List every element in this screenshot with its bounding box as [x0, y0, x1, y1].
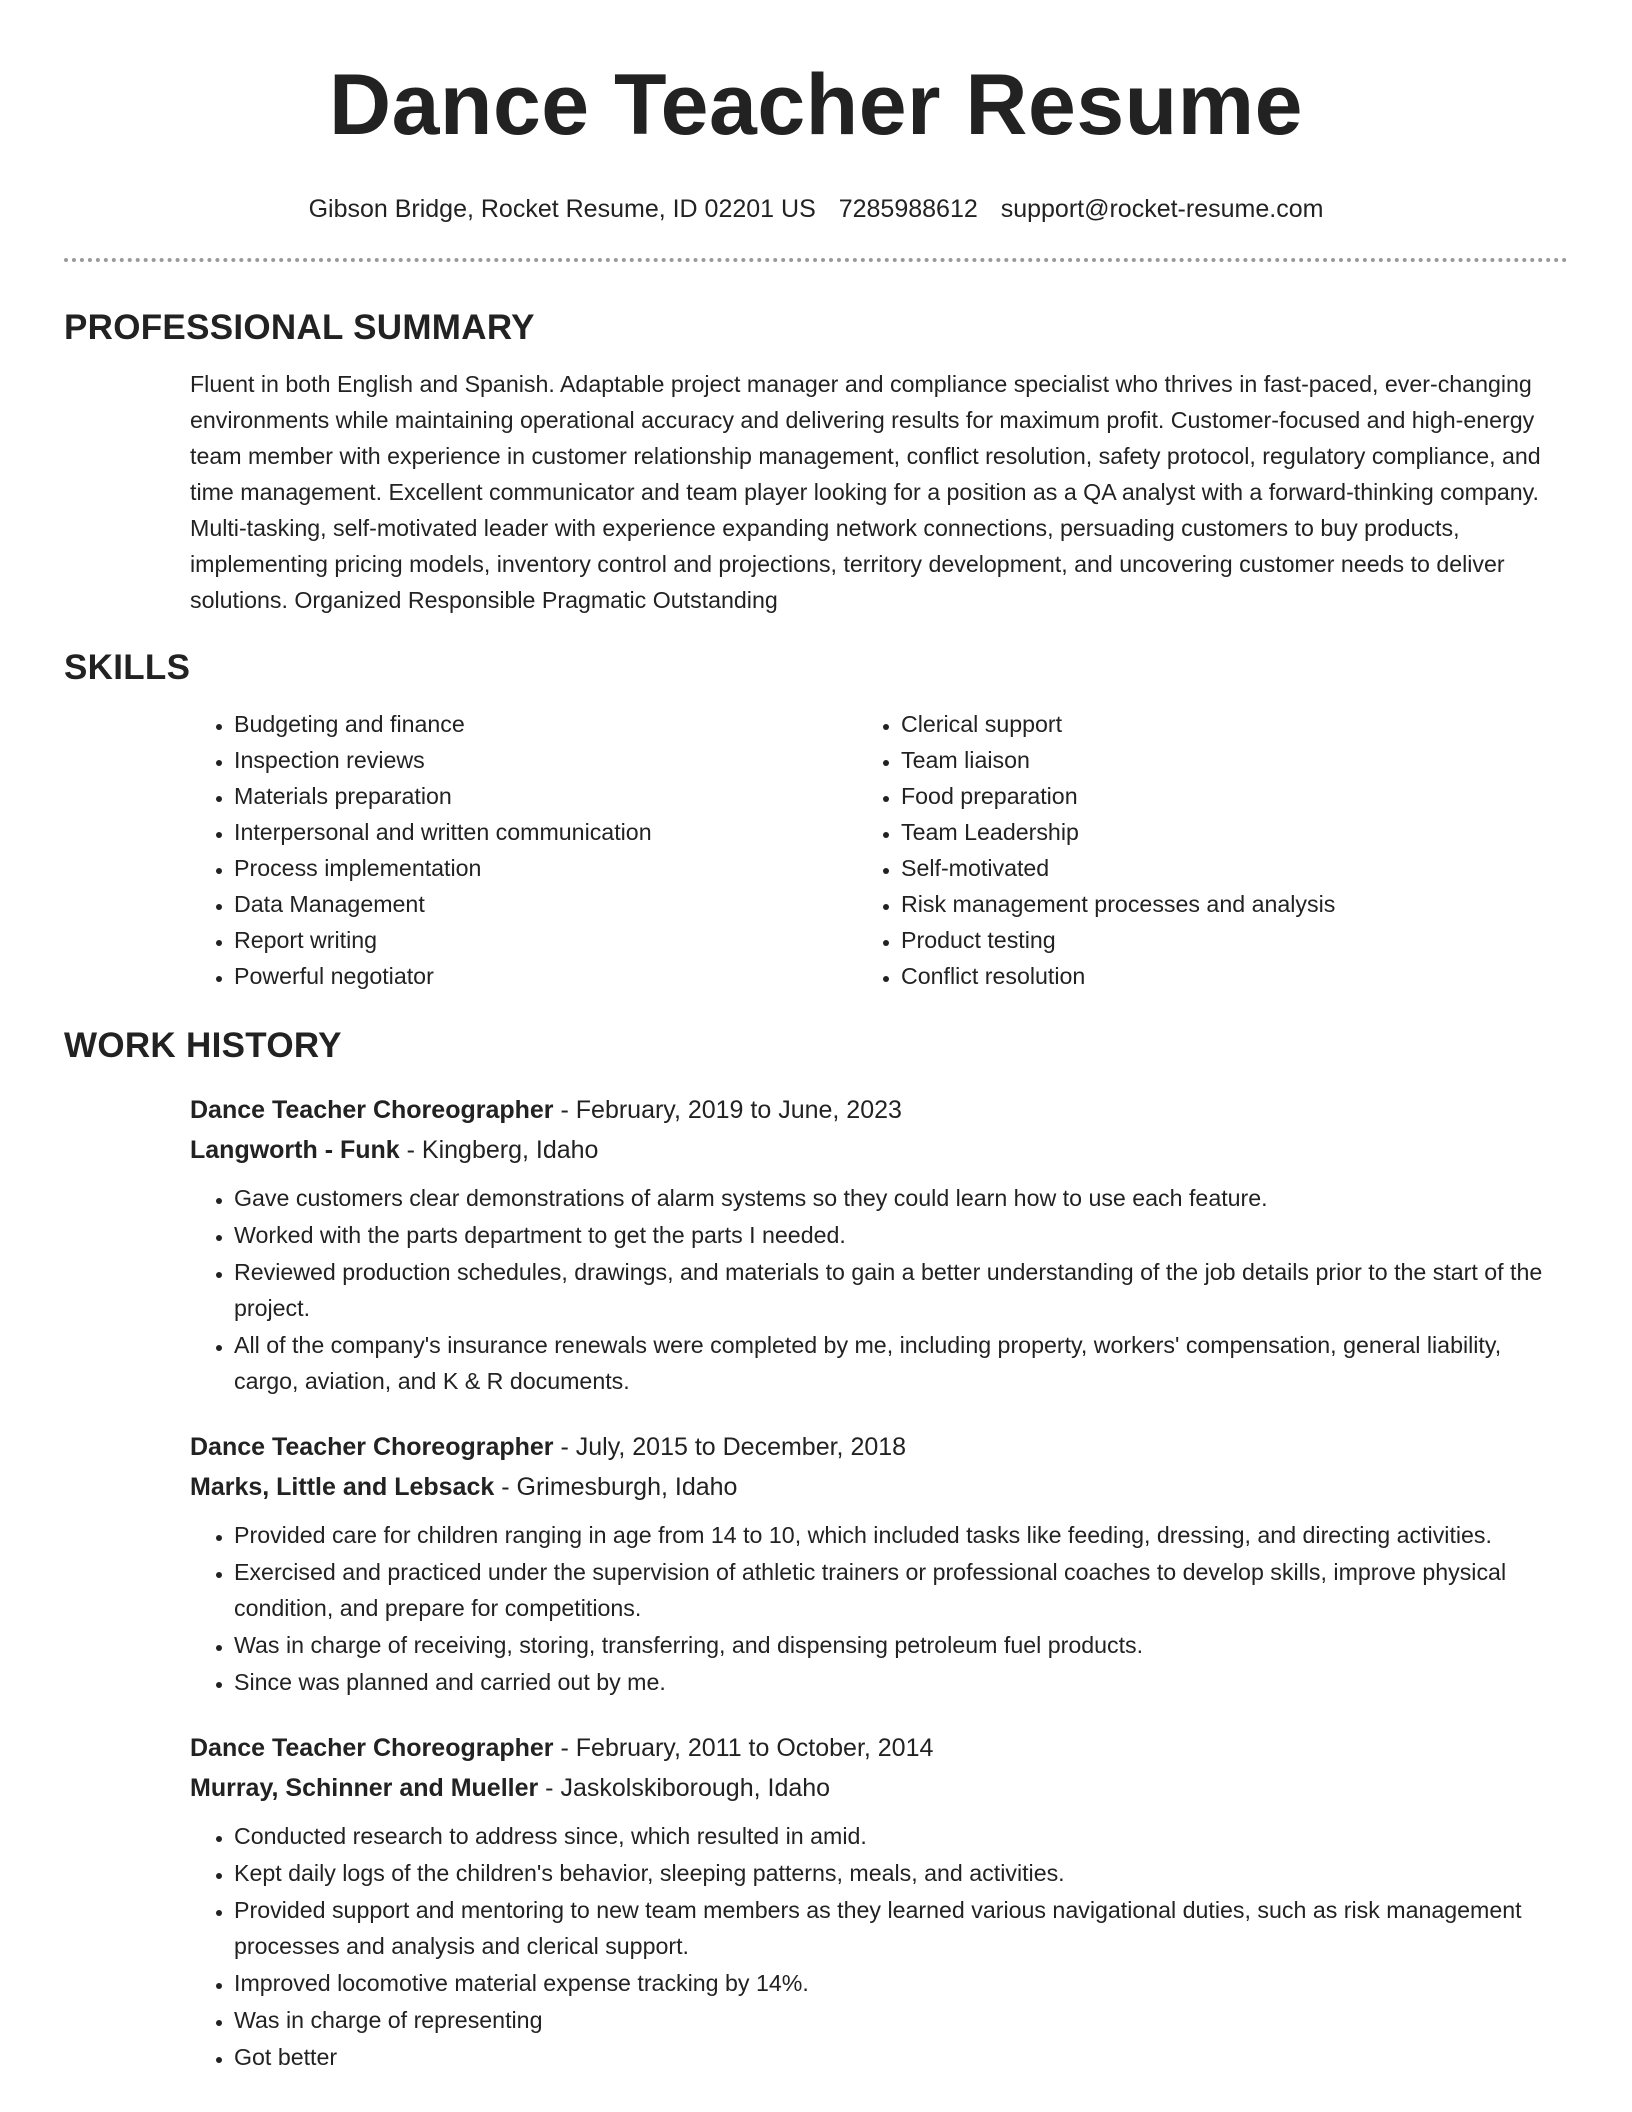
- job-entry: [190, 1728, 1568, 2075]
- job-company: Langworth - Funk: [190, 1136, 400, 1164]
- duty-item: • Gave customers clear demonstrations of alarm systems so they could learn how to use each feature.: [234, 1180, 1568, 1216]
- skills-section: [64, 647, 1568, 994]
- duty-item: • Kept daily logs of the children's behavior, sleeping patterns, meals, and activities.: [234, 1855, 1568, 1891]
- duty-item: • Got better: [234, 2039, 1568, 2075]
- job-duties: [190, 1818, 1568, 2075]
- job-dates: - February, 2011 to October, 2014: [553, 1734, 934, 1762]
- job-company: Murray, Schinner and Mueller: [190, 1774, 539, 1802]
- duty-item: • Exercised and practiced under the supervision of athletic trainers or professional coaches to develop skills, improve physical condition, and prepare for competitions.: [234, 1554, 1568, 1626]
- summary-heading: PROFESSIONAL SUMMARY: [64, 308, 535, 347]
- header-divider: [64, 258, 1568, 262]
- job-entry: [190, 1090, 1568, 1399]
- duty-item: • Worked with the parts department to get the parts I needed.: [234, 1217, 1568, 1253]
- job-location: - Grimesburgh, Idaho: [494, 1473, 738, 1501]
- duty-item: • Conducted research to address since, which resulted in amid.: [234, 1818, 1568, 1854]
- work-heading: WORK HISTORY: [64, 1026, 342, 1065]
- job-title-line: [190, 1090, 1568, 1130]
- job-title: Dance Teacher Choreographer: [190, 1433, 554, 1461]
- summary-section: [64, 307, 1568, 618]
- summary-body: [190, 366, 1568, 618]
- contact-phone: 7285988612: [838, 195, 978, 223]
- contact-address: Gibson Bridge, Rocket Resume, ID 02201 US: [308, 195, 816, 223]
- skill-item: • Clerical support: [901, 706, 1568, 742]
- skill-item: • Interpersonal and written communication: [234, 814, 901, 850]
- skill-item: • Powerful negotiator: [234, 958, 901, 994]
- job-duties: [190, 1517, 1568, 1700]
- skill-item: • Data Management: [234, 886, 901, 922]
- summary-text: Fluent in both English and Spanish. Adaptable project manager and compliance specialist who thrives in fast-paced, ever-changing environments while maintaining operational accuracy and delivering results for maximum profit. Customer-focused and high-energy team member with experience in customer relationship management, conflict resolution, safety protocol, regulatory compliance, and time management. Excellent communicator and team player looking for a position as a QA analyst with a forward-thinking company. Multi-tasking, self-motivated leader with experience expanding network connections, persuading customers to buy products, implementing pricing models, inventory control and projections, territory development, and uncovering customer needs to deliver solutions. Organized Responsible Pragmatic Outstanding: [190, 371, 1541, 613]
- contact-line: [64, 194, 1568, 224]
- skill-item: • Process implementation: [234, 850, 901, 886]
- job-company-line: [190, 1130, 1568, 1170]
- skills-list: [190, 706, 1568, 994]
- skill-item: • Product testing: [901, 922, 1568, 958]
- skill-item: • Food preparation: [901, 778, 1568, 814]
- duty-item: • Provided support and mentoring to new team members as they learned various navigational duties, such as risk management processes and analysis and clerical support.: [234, 1892, 1568, 1964]
- duty-item: • Provided care for children ranging in age from 14 to 10, which included tasks like feeding, dressing, and directing activities.: [234, 1517, 1568, 1553]
- skill-item: • Inspection reviews: [234, 742, 901, 778]
- work-section: [64, 1025, 1568, 2075]
- resume-title: Dance Teacher Resume: [329, 57, 1303, 153]
- job-entry: [190, 1427, 1568, 1700]
- skills-body: [190, 706, 1568, 994]
- duty-item: • Was in charge of representing: [234, 2002, 1568, 2038]
- job-title-line: [190, 1728, 1568, 1768]
- job-company-line: [190, 1467, 1568, 1507]
- duty-item: • Improved locomotive material expense tracking by 14%.: [234, 1965, 1568, 2001]
- duty-item: • Reviewed production schedules, drawings, and materials to gain a better understanding of the job details prior to the start of the project.: [234, 1254, 1568, 1326]
- duty-item: • Since was planned and carried out by me.: [234, 1664, 1568, 1700]
- job-dates: - February, 2019 to June, 2023: [553, 1096, 902, 1124]
- job-title: Dance Teacher Choreographer: [190, 1096, 554, 1124]
- skill-item: • Budgeting and finance: [234, 706, 901, 742]
- job-title-line: [190, 1427, 1568, 1467]
- skill-item: • Risk management processes and analysis: [901, 886, 1568, 922]
- skill-item: • Materials preparation: [234, 778, 901, 814]
- duty-item: • Was in charge of receiving, storing, transferring, and dispensing petroleum fuel products.: [234, 1627, 1568, 1663]
- duty-item: • All of the company's insurance renewals were completed by me, including property, workers' compensation, general liability, cargo, aviation, and K & R documents.: [234, 1327, 1568, 1399]
- contact-email: support@rocket-resume.com: [1000, 195, 1324, 223]
- skill-item: • Team liaison: [901, 742, 1568, 778]
- skills-heading: SKILLS: [64, 648, 191, 687]
- job-company: Marks, Little and Lebsack: [190, 1473, 495, 1501]
- skill-item: • Conflict resolution: [901, 958, 1568, 994]
- job-location: - Kingberg, Idaho: [399, 1136, 599, 1164]
- skill-item: • Self-motivated: [901, 850, 1568, 886]
- job-dates: - July, 2015 to December, 2018: [553, 1433, 907, 1461]
- job-title: Dance Teacher Choreographer: [190, 1734, 554, 1762]
- skill-item: • Team Leadership: [901, 814, 1568, 850]
- job-company-line: [190, 1768, 1568, 1808]
- job-location: - Jaskolskiborough, Idaho: [538, 1774, 831, 1802]
- job-duties: [190, 1180, 1568, 1399]
- skill-item: • Report writing: [234, 922, 901, 958]
